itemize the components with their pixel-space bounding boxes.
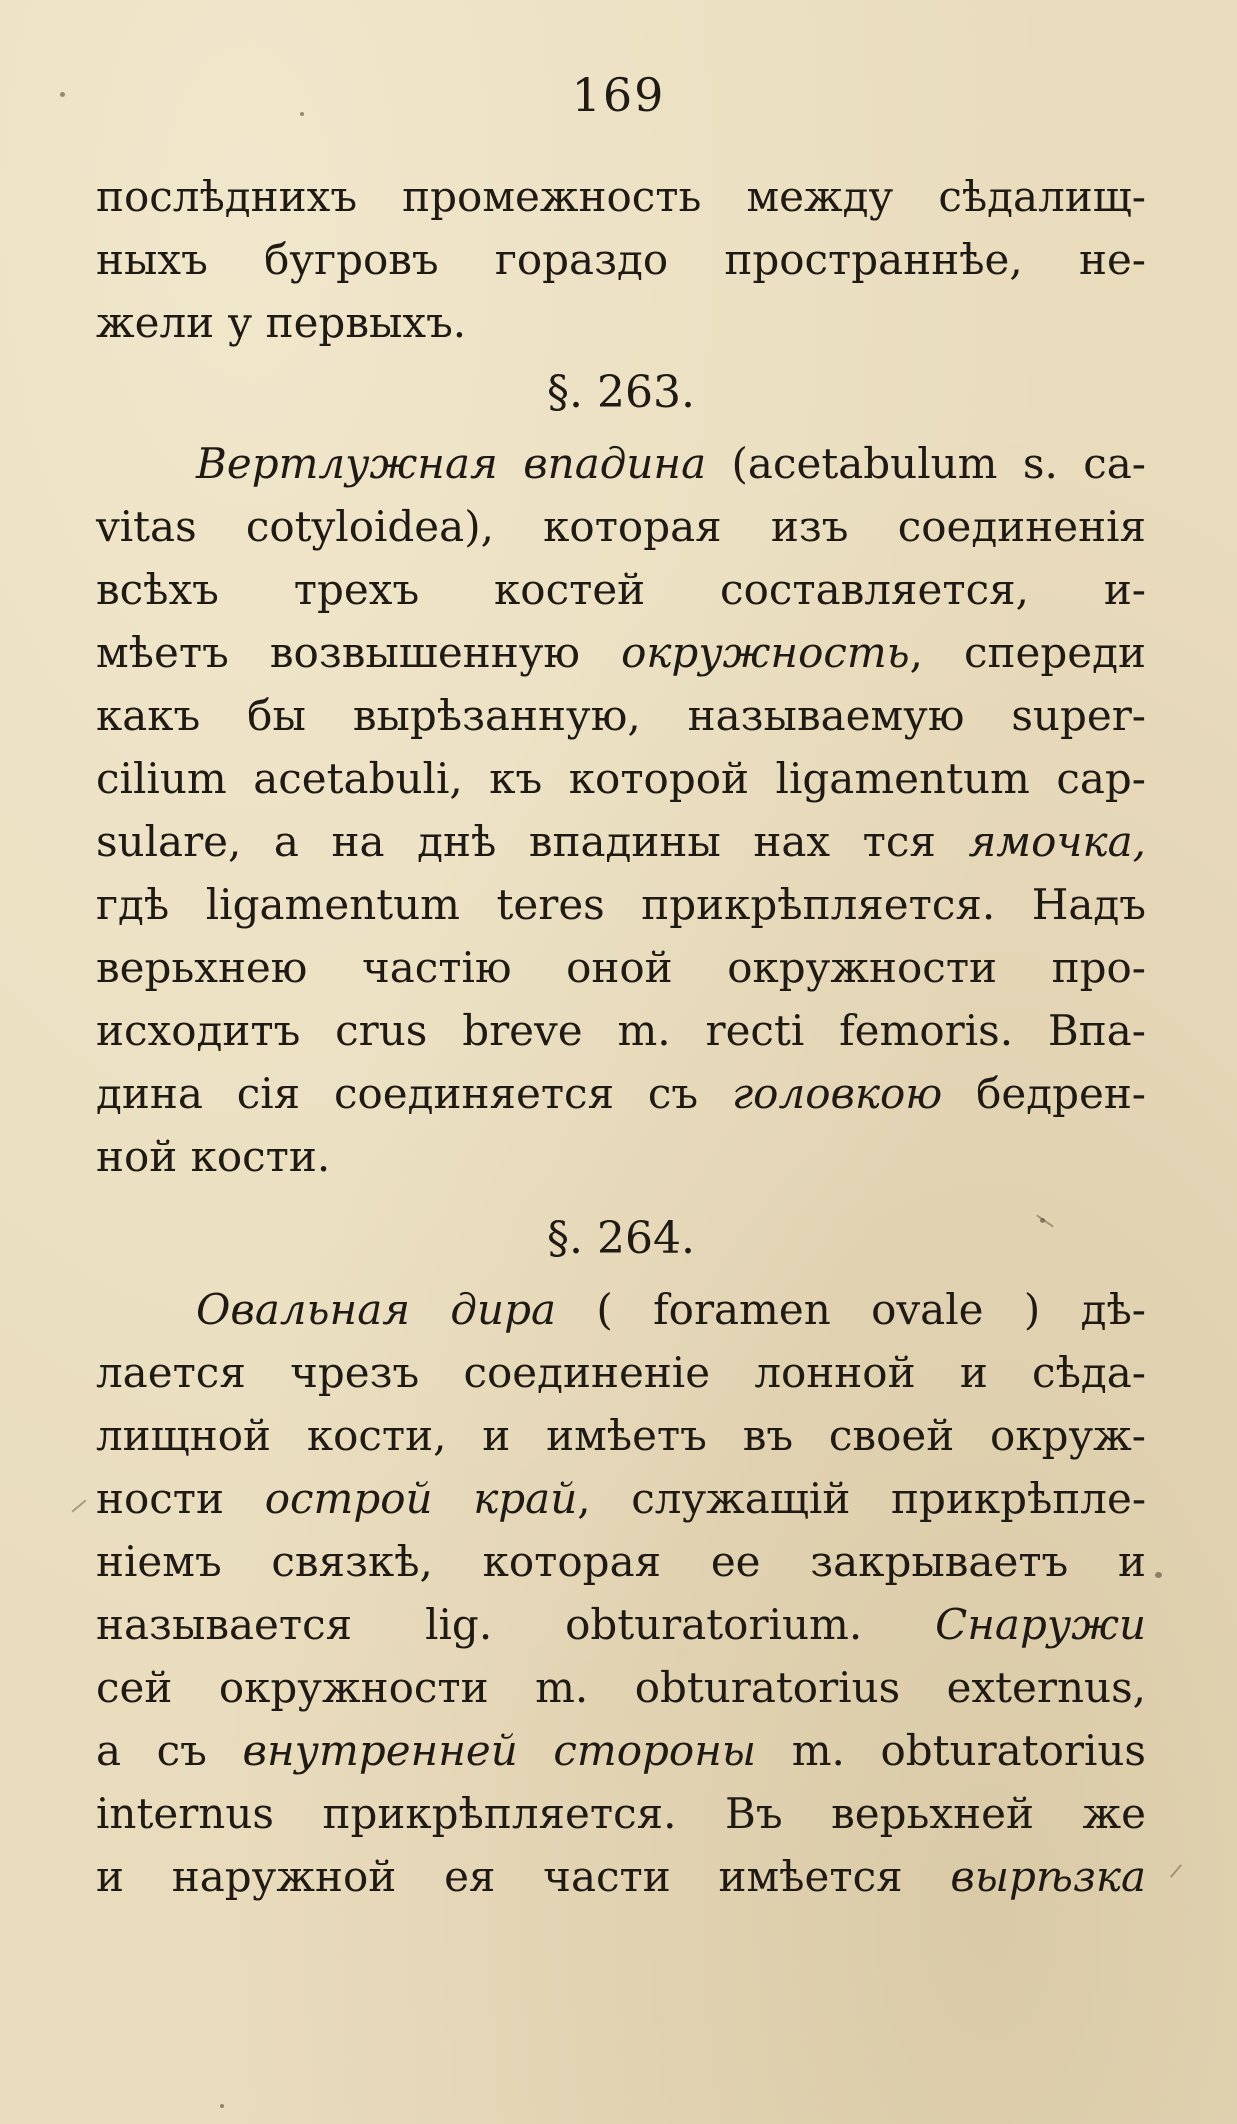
text-fragment: sulare, а на днѣ впадины нах тся — [96, 817, 969, 866]
text-fragment: и наружной ея части имѣется — [96, 1852, 951, 1901]
italic-term: головкою — [731, 1069, 943, 1118]
italic-term: Овальная дира — [196, 1285, 556, 1334]
italic-term: ямочка, — [968, 817, 1146, 866]
text-line: всѣхъ трехъ костей составляется, и- — [96, 565, 1146, 614]
paper-scratch — [71, 1499, 86, 1512]
page-number: 169 — [571, 68, 666, 122]
italic-term: острой край — [264, 1474, 578, 1523]
text-fragment: , служащій прикрѣпле- — [577, 1474, 1147, 1523]
text-line: ныхъ бугровъ гораздо пространнѣе, не- — [96, 235, 1146, 284]
text-line — [96, 810, 1146, 873]
text-line: гдѣ ligamentum teres прикрѣпляется. Надъ — [96, 880, 1146, 929]
text-line — [96, 1062, 1146, 1125]
italic-term: внутренней стороны — [242, 1726, 757, 1775]
italic-term: Снаружи — [935, 1600, 1146, 1649]
text-line — [96, 1278, 1146, 1341]
text-fragment: m. obturatorius — [756, 1726, 1146, 1775]
text-line — [96, 432, 1146, 495]
text-line: сей окружности m. obturatorius externus, — [96, 1663, 1146, 1712]
section-heading-263: §. 263. — [547, 367, 695, 418]
paper-speck — [300, 112, 304, 116]
text-fragment: ( foramen ovale ) дѣ- — [556, 1285, 1146, 1334]
italic-term: вырѣзка — [950, 1852, 1146, 1901]
paper-speck — [60, 92, 65, 97]
text-fragment: а съ — [96, 1726, 243, 1775]
spacer — [96, 1188, 1146, 1200]
text-line: cilium acetabuli, къ которой ligamentum cap- — [96, 754, 1146, 803]
text-fragment: дина сія соединяется съ — [96, 1069, 732, 1118]
italic-term: окружность — [621, 628, 910, 677]
text-fragment: мѣетъ возвышенную — [96, 628, 622, 677]
section-heading-264: §. 264. — [547, 1213, 695, 1264]
text-line: ніемъ связкѣ, которая ее закрываетъ и — [96, 1537, 1146, 1586]
text-fragment: называется lig. obturatorium. — [96, 1600, 936, 1649]
page-body — [96, 165, 1146, 1908]
text-line — [96, 1467, 1146, 1530]
text-line: послѣднихъ промежность между сѣдалищ- — [96, 172, 1146, 221]
text-line: какъ бы вырѣзанную, называемую super- — [96, 691, 1146, 740]
text-line: лается чрезъ соединеніе лонной и сѣда- — [96, 1348, 1146, 1397]
text-line: лищной кости, и имѣетъ въ своей окруж- — [96, 1411, 1146, 1460]
text-line — [96, 621, 1146, 684]
text-fragment: , спереди — [909, 628, 1146, 677]
text-fragment: (acetabulum s. ca- — [706, 439, 1146, 488]
paper-speck — [220, 2104, 224, 2108]
text-line: верьхнею частію оной окружности про- — [96, 943, 1146, 992]
text-line: исходитъ crus breve m. recti femoris. Впа- — [96, 1006, 1146, 1055]
text-line: ной кости. — [96, 1132, 331, 1181]
text-line: vitas cotyloidea), которая изъ соединенія — [96, 502, 1146, 551]
paper-scratch — [1170, 1864, 1182, 1878]
text-fragment: ности — [96, 1474, 265, 1523]
text-line: internus прикрѣпляется. Въ верьхней же — [96, 1789, 1146, 1838]
text-line — [96, 1593, 1146, 1656]
paper-speck — [1155, 1572, 1162, 1578]
text-line — [96, 1719, 1146, 1782]
text-line: жели у первыхъ. — [96, 298, 467, 347]
text-fragment: бедрен- — [942, 1069, 1147, 1118]
text-line — [96, 1845, 1146, 1908]
italic-term: Вертлужная впадина — [196, 439, 707, 488]
